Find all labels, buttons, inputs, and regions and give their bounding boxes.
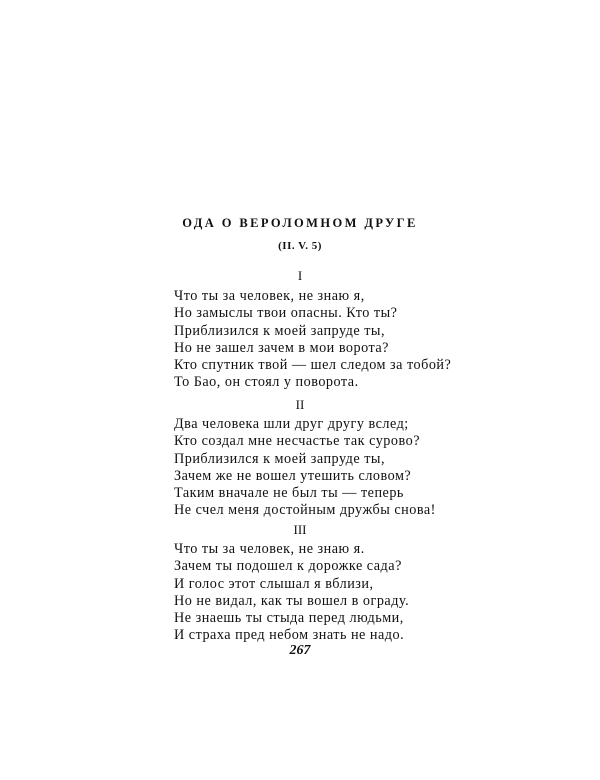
stanza-line: Не счел меня достойным дружбы снова! — [174, 502, 436, 519]
stanza-line: И голос этот слышал я вблизи, — [174, 575, 374, 592]
stanza-line: Кто создал мне несчастье так сурово? — [174, 433, 420, 450]
poem-reference: (II. V. 5) — [278, 240, 322, 252]
stanza-line: Кто спутник твой — шел следом за тобой? — [174, 357, 452, 374]
stanza-line: Зачем же не вошел утешить словом? — [174, 467, 412, 484]
stanza-line: Но замыслы твои опасны. Кто ты? — [174, 305, 398, 322]
stanza-number-2: II — [295, 397, 305, 412]
stanza-number-3: III — [293, 522, 307, 537]
stanza-line: Что ты за человек, не знаю я. — [174, 541, 365, 557]
stanza-number-1: I — [297, 268, 303, 283]
stanza-2 — [174, 416, 474, 520]
stanza-1 — [174, 288, 474, 392]
stanza-line: Но не видал, как ты вошел в ограду. — [174, 592, 410, 609]
stanza-line: Таким вначале не был ты — теперь — [174, 485, 404, 502]
page-number: 267 — [289, 643, 311, 658]
stanza-line: Не знаешь ты стыда перед людьми, — [174, 610, 404, 627]
stanza-line: Приблизился к моей запруде ты, — [174, 450, 385, 467]
stanza-line: Приблизился к моей запруде ты, — [174, 322, 385, 339]
stanza-line: Что ты за человек, не знаю я, — [174, 288, 365, 304]
stanza-3 — [174, 541, 474, 645]
stanza-line: Два человека шли друг другу вслед; — [174, 416, 409, 432]
stanza-line: То Бао, он стоял у поворота. — [174, 374, 359, 391]
stanza-line: Зачем ты подошел к дорожке сада? — [174, 558, 402, 575]
stanza-line: И страха пред небом знать не надо. — [174, 627, 405, 644]
stanza-line: Но не зашел зачем в мои ворота? — [174, 339, 389, 356]
poem-title: ОДА О ВЕРОЛОМНОМ ДРУГЕ — [182, 216, 418, 230]
